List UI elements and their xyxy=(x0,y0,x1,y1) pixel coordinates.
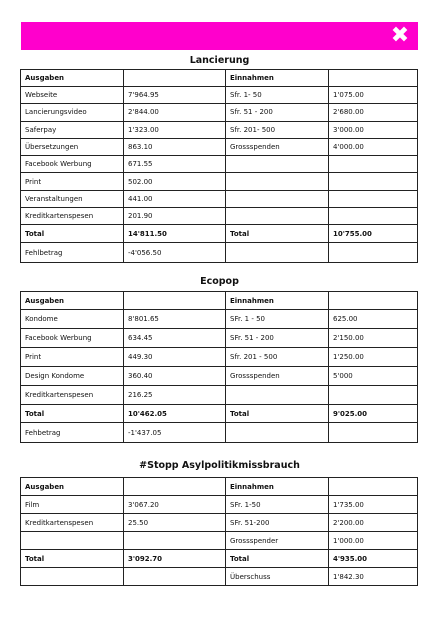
table-cell: -4'056.50 xyxy=(124,243,226,263)
table-cell: Total xyxy=(226,225,329,243)
table-stopp-asylpolitikmissbrauch xyxy=(20,477,418,586)
table-cell xyxy=(226,423,329,443)
table-cell: 3'067.20 xyxy=(124,496,226,514)
table-cell: SFr. 51 - 200 xyxy=(226,329,329,348)
table-cell xyxy=(21,532,124,550)
table-cell: 1'735.00 xyxy=(329,496,418,514)
table-cell xyxy=(124,568,226,586)
table-cell: 1'842.30 xyxy=(329,568,418,586)
table-row xyxy=(21,138,418,155)
table-row xyxy=(21,386,418,405)
table-cell xyxy=(329,478,418,496)
table-cell: 25.50 xyxy=(124,514,226,532)
table-cell: Ausgaben xyxy=(21,478,124,496)
table-cell: 634.45 xyxy=(124,329,226,348)
table-row xyxy=(21,156,418,173)
table-cell xyxy=(226,190,329,207)
table-cell: Facebook Werbung xyxy=(21,329,124,348)
table-cell: Sfr. 1- 50 xyxy=(226,87,329,104)
table-cell: Grossspender xyxy=(226,532,329,550)
table-cell: Total xyxy=(21,550,124,568)
table-cell xyxy=(124,70,226,87)
table-summary-row xyxy=(21,568,418,586)
table-lancierung xyxy=(20,69,418,263)
table-total-row xyxy=(21,550,418,568)
table-header-row xyxy=(21,478,418,496)
table-row xyxy=(21,329,418,348)
table-cell xyxy=(124,292,226,310)
table-cell: Total xyxy=(21,405,124,423)
table-cell xyxy=(226,156,329,173)
table-cell: 1'075.00 xyxy=(329,87,418,104)
table-cell: Kondome xyxy=(21,310,124,329)
table-cell: 201.90 xyxy=(124,208,226,225)
table-cell: Sfr. 201 - 500 xyxy=(226,348,329,367)
table-cell: Kreditkartenspesen xyxy=(21,386,124,405)
close-icon[interactable]: ✖ xyxy=(390,23,410,48)
table-cell: Lancierungsvideo xyxy=(21,104,124,121)
table-cell: Fehlbetrag xyxy=(21,243,124,263)
table-cell: Saferpay xyxy=(21,121,124,138)
table-cell: 2'200.00 xyxy=(329,514,418,532)
table-cell: SFr. 1 - 50 xyxy=(226,310,329,329)
section-title-lancierung: Lancierung xyxy=(189,55,250,66)
table-row xyxy=(21,173,418,190)
table-row xyxy=(21,190,418,207)
table-cell: 1'000.00 xyxy=(329,532,418,550)
table-ecopop xyxy=(20,291,418,443)
table-cell: Design Kondome xyxy=(21,367,124,386)
table-cell: SFr. 51-200 xyxy=(226,514,329,532)
table-cell: Film xyxy=(21,496,124,514)
table-cell: 10'462.05 xyxy=(124,405,226,423)
table-cell: -1'437.05 xyxy=(124,423,226,443)
table-row xyxy=(21,514,418,532)
table-cell: 449.30 xyxy=(124,348,226,367)
table-row xyxy=(21,367,418,386)
table-cell xyxy=(329,173,418,190)
table-cell: 4'000.00 xyxy=(329,138,418,155)
table-cell: 7'964.95 xyxy=(124,87,226,104)
table-cell: 2'150.00 xyxy=(329,329,418,348)
table-cell: Grossspenden xyxy=(226,138,329,155)
table-cell: 1'323.00 xyxy=(124,121,226,138)
table-header-row xyxy=(21,70,418,87)
table-cell: 4'935.00 xyxy=(329,550,418,568)
table-cell: Total xyxy=(21,225,124,243)
table-cell: SFr. 1-50 xyxy=(226,496,329,514)
table-cell: Print xyxy=(21,348,124,367)
table-cell: 14'811.50 xyxy=(124,225,226,243)
table-cell: 10'755.00 xyxy=(329,225,418,243)
section-title-ecopop: Ecopop xyxy=(200,276,239,287)
table-row xyxy=(21,208,418,225)
table-cell: Total xyxy=(226,550,329,568)
table-cell xyxy=(329,190,418,207)
table-cell: Ausgaben xyxy=(21,70,124,87)
table-cell: Einnahmen xyxy=(226,70,329,87)
table-row xyxy=(21,496,418,514)
table-cell xyxy=(329,208,418,225)
table-cell xyxy=(329,243,418,263)
table-cell xyxy=(124,532,226,550)
table-cell: Fehbetrag xyxy=(21,423,124,443)
table-cell xyxy=(329,70,418,87)
table-cell: Webseite xyxy=(21,87,124,104)
table-cell: 2'680.00 xyxy=(329,104,418,121)
table-row xyxy=(21,121,418,138)
table-cell: 3'092.70 xyxy=(124,550,226,568)
table-cell: Total xyxy=(226,405,329,423)
table-cell: Sfr. 51 - 200 xyxy=(226,104,329,121)
table-cell xyxy=(329,156,418,173)
table-cell xyxy=(226,386,329,405)
table-cell: Grossspenden xyxy=(226,367,329,386)
table-cell: 360.40 xyxy=(124,367,226,386)
table-cell: Kreditkartenspesen xyxy=(21,208,124,225)
table-cell: 1'250.00 xyxy=(329,348,418,367)
table-summary-row xyxy=(21,423,418,443)
table-cell: Veranstaltungen xyxy=(21,190,124,207)
table-cell: 625.00 xyxy=(329,310,418,329)
table-row xyxy=(21,310,418,329)
table-header-row xyxy=(21,292,418,310)
table-cell xyxy=(226,173,329,190)
table-cell: 863.10 xyxy=(124,138,226,155)
top-banner xyxy=(21,22,418,50)
table-summary-row xyxy=(21,243,418,263)
table-row xyxy=(21,104,418,121)
table-cell: Facebook Werbung xyxy=(21,156,124,173)
table-cell: 8'801.65 xyxy=(124,310,226,329)
table-cell: 3'000.00 xyxy=(329,121,418,138)
table-cell xyxy=(329,423,418,443)
table-cell xyxy=(21,568,124,586)
table-cell: 2'844.00 xyxy=(124,104,226,121)
table-cell: 502.00 xyxy=(124,173,226,190)
table-total-row xyxy=(21,225,418,243)
table-row xyxy=(21,532,418,550)
table-cell: Kreditkartenspesen xyxy=(21,514,124,532)
table-cell: 441.00 xyxy=(124,190,226,207)
table-cell xyxy=(124,478,226,496)
table-cell: Überschuss xyxy=(226,568,329,586)
table-row xyxy=(21,87,418,104)
table-total-row xyxy=(21,405,418,423)
table-cell: 9'025.00 xyxy=(329,405,418,423)
table-cell: Sfr. 201- 500 xyxy=(226,121,329,138)
table-row xyxy=(21,348,418,367)
table-cell: Print xyxy=(21,173,124,190)
table-cell xyxy=(329,386,418,405)
table-cell: 216.25 xyxy=(124,386,226,405)
table-cell xyxy=(329,292,418,310)
table-cell: 5'000 xyxy=(329,367,418,386)
table-cell: Übersetzungen xyxy=(21,138,124,155)
table-cell: Ausgaben xyxy=(21,292,124,310)
table-cell: 671.55 xyxy=(124,156,226,173)
table-cell: Einnahmen xyxy=(226,478,329,496)
table-cell xyxy=(226,208,329,225)
table-cell: Einnahmen xyxy=(226,292,329,310)
section-title-stopp-asylpolitikmissbrauch: #Stopp Asylpolitikmissbrauch xyxy=(139,460,300,471)
table-cell xyxy=(226,243,329,263)
